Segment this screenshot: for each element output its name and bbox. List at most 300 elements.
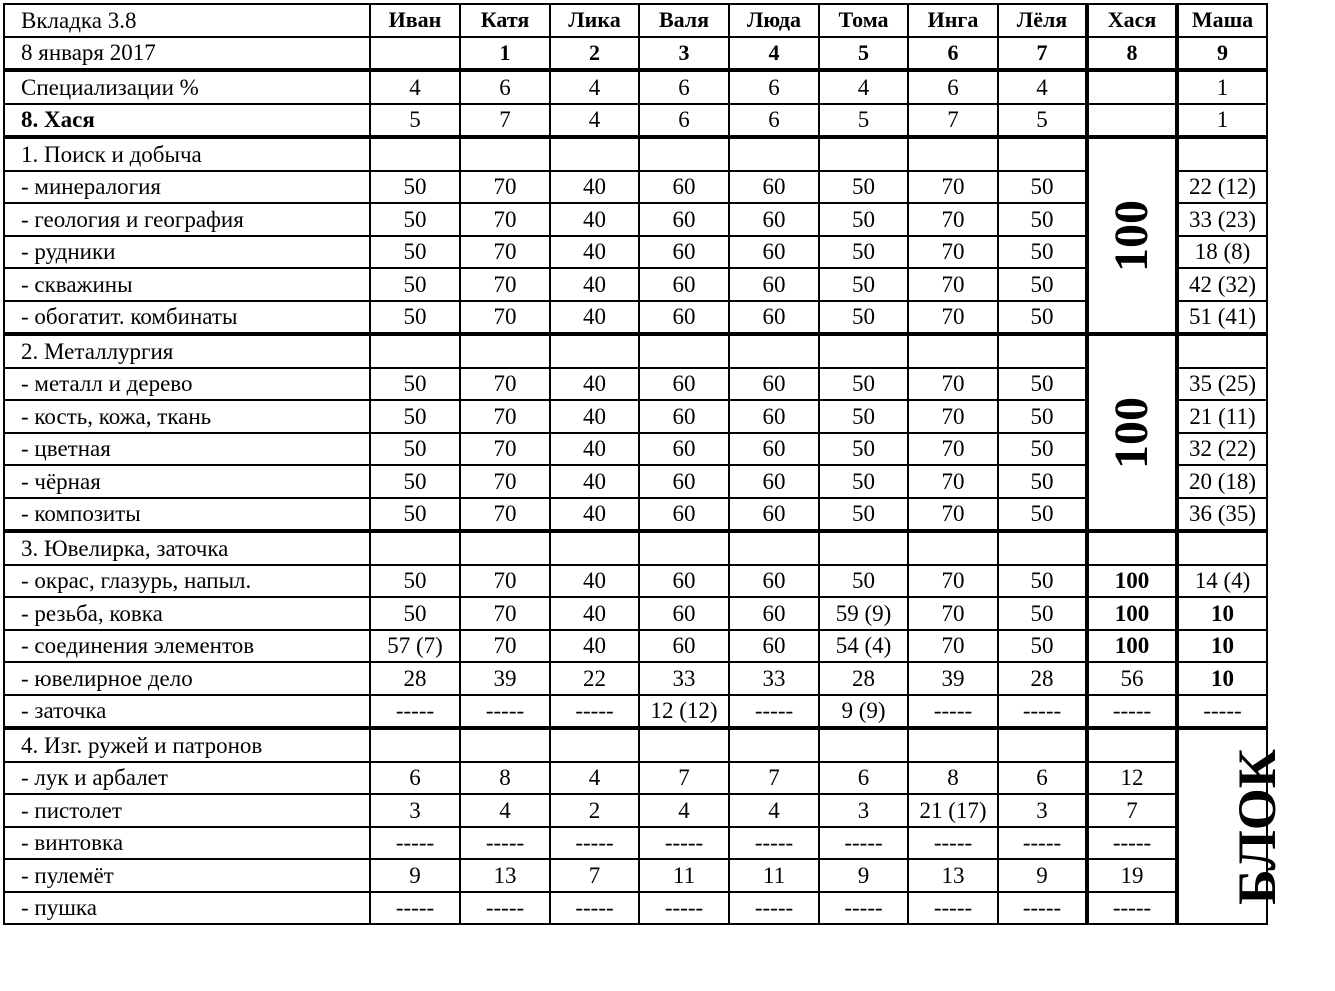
empty-cell — [729, 334, 819, 368]
skill-value: ----- — [1087, 827, 1177, 860]
skill-value: 70 — [908, 171, 998, 204]
skill-value: 50 — [370, 268, 460, 301]
specialization-value: 4 — [370, 70, 460, 104]
skill-value: 50 — [370, 368, 460, 401]
empty-cell — [460, 334, 550, 368]
masha-value: 42 (32) — [1177, 268, 1267, 301]
skill-value: 9 (9) — [819, 695, 908, 729]
skill-value: 70 — [460, 236, 550, 269]
masha-block-label: БЛОК — [1226, 748, 1287, 905]
hasya-value — [1087, 104, 1177, 138]
skill-value: ----- — [370, 827, 460, 860]
skill-value: 8 — [908, 762, 998, 795]
skill-value: ----- — [550, 892, 639, 925]
skill-label: - минералогия — [4, 171, 370, 204]
person-number: 8 — [1087, 37, 1177, 71]
specialization-value: 6 — [908, 70, 998, 104]
skills-table — [3, 3, 1287, 925]
skill-row — [4, 859, 1267, 892]
skill-label: - скважины — [4, 268, 370, 301]
empty-cell — [1087, 531, 1177, 565]
skill-label: - заточка — [4, 695, 370, 729]
section-title: 3. Ювелирка, заточка — [4, 531, 370, 565]
skill-value: 50 — [370, 400, 460, 433]
skill-value: 50 — [819, 203, 908, 236]
skill-value: 70 — [908, 597, 998, 630]
skill-label: - цветная — [4, 433, 370, 466]
skill-value: 50 — [998, 400, 1087, 433]
skill-value: 60 — [639, 400, 729, 433]
empty-cell — [729, 728, 819, 762]
skill-value: ----- — [729, 892, 819, 925]
empty-cell — [819, 334, 908, 368]
person-name: Лика — [550, 4, 639, 37]
skill-value: ----- — [550, 695, 639, 729]
skill-value: 50 — [998, 465, 1087, 498]
skill-value: 21 (17) — [908, 794, 998, 827]
skill-value: 50 — [998, 565, 1087, 598]
masha-value: 32 (22) — [1177, 433, 1267, 466]
skill-value: ----- — [998, 892, 1087, 925]
skill-row — [4, 465, 1267, 498]
hasya-block-cell — [1087, 334, 1177, 531]
person-number: 6 — [908, 37, 998, 71]
skill-value: 50 — [370, 433, 460, 466]
skill-value: 50 — [819, 400, 908, 433]
specialization-value: 4 — [819, 70, 908, 104]
skill-value: 60 — [729, 236, 819, 269]
skill-value: ----- — [550, 827, 639, 860]
skill-value: ----- — [998, 695, 1087, 729]
skill-value: 12 (12) — [639, 695, 729, 729]
skill-value: 39 — [908, 662, 998, 695]
person-number: 4 — [729, 37, 819, 71]
hasya-value: 4 — [550, 104, 639, 138]
empty-cell — [908, 334, 998, 368]
skill-value: 60 — [729, 301, 819, 335]
skill-value: ----- — [639, 892, 729, 925]
skill-label: - соединения элементов — [4, 630, 370, 663]
skill-value: 11 — [639, 859, 729, 892]
skill-value: 50 — [819, 433, 908, 466]
section-title-row — [4, 728, 1267, 762]
skill-value: 70 — [908, 433, 998, 466]
skill-value: 6 — [998, 762, 1087, 795]
person-number: 1 — [460, 37, 550, 71]
hasya-value: 6 — [639, 104, 729, 138]
skill-value: ----- — [908, 695, 998, 729]
skill-row — [4, 794, 1267, 827]
skill-value: 40 — [550, 597, 639, 630]
skill-value: 40 — [550, 368, 639, 401]
skill-value: 70 — [460, 565, 550, 598]
specialization-value — [1087, 70, 1177, 104]
empty-cell — [460, 531, 550, 565]
empty-cell — [998, 531, 1087, 565]
skill-label: - чёрная — [4, 465, 370, 498]
skill-row — [4, 301, 1267, 335]
skill-value: 70 — [908, 465, 998, 498]
skill-row — [4, 597, 1267, 630]
hasya-value: 5 — [819, 104, 908, 138]
skill-value: 60 — [639, 465, 729, 498]
empty-cell — [1177, 137, 1267, 171]
skill-value: 60 — [639, 171, 729, 204]
skill-value: ----- — [460, 695, 550, 729]
person-name: Лёля — [998, 4, 1087, 37]
skill-value: ----- — [639, 827, 729, 860]
skill-value: ----- — [729, 695, 819, 729]
section-title: 1. Поиск и добыча — [4, 137, 370, 171]
skill-value: 7 — [550, 859, 639, 892]
skill-value: 10 — [1177, 630, 1267, 663]
hasya-value: 5 — [998, 104, 1087, 138]
section-title: 2. Металлургия — [4, 334, 370, 368]
masha-value: 18 (8) — [1177, 236, 1267, 269]
skill-value: 40 — [550, 465, 639, 498]
skill-value: 54 (4) — [819, 630, 908, 663]
skill-value: 2 — [550, 794, 639, 827]
skill-value: ----- — [1087, 695, 1177, 729]
empty-cell — [908, 137, 998, 171]
skill-value: 13 — [908, 859, 998, 892]
skill-label: - лук и арбалет — [4, 762, 370, 795]
skill-value: 50 — [819, 236, 908, 269]
person-name: Тома — [819, 4, 908, 37]
skill-value: 3 — [998, 794, 1087, 827]
skill-value: ----- — [908, 827, 998, 860]
section-title: 4. Изг. ружей и патронов — [4, 728, 370, 762]
skill-row — [4, 892, 1267, 925]
empty-cell — [370, 334, 460, 368]
hasya-value: 6 — [729, 104, 819, 138]
skill-value: 70 — [460, 433, 550, 466]
person-number: 5 — [819, 37, 908, 71]
skill-value: 100 — [1087, 597, 1177, 630]
skill-label: - окрас, глазурь, напыл. — [4, 565, 370, 598]
skill-value: 3 — [370, 794, 460, 827]
person-name: Валя — [639, 4, 729, 37]
date: 8 января 2017 — [4, 37, 370, 71]
skill-value: ----- — [1087, 892, 1177, 925]
empty-cell — [639, 728, 729, 762]
skill-value: 22 — [550, 662, 639, 695]
skill-value: 28 — [998, 662, 1087, 695]
specialization-value: 6 — [460, 70, 550, 104]
skill-value: ----- — [1177, 695, 1267, 729]
empty-cell — [998, 137, 1087, 171]
skill-value: 33 — [729, 662, 819, 695]
skill-value: 7 — [1087, 794, 1177, 827]
skill-value: 6 — [819, 762, 908, 795]
skill-value: 100 — [1087, 630, 1177, 663]
hasya-value: 7 — [908, 104, 998, 138]
skill-row — [4, 498, 1267, 532]
skill-value: ----- — [998, 827, 1087, 860]
skill-value: 60 — [639, 268, 729, 301]
person-number: 9 — [1177, 37, 1267, 71]
skill-value: 10 — [1177, 662, 1267, 695]
empty-cell — [550, 531, 639, 565]
specialization-value: 6 — [639, 70, 729, 104]
skill-label: - композиты — [4, 498, 370, 532]
person-number: 2 — [550, 37, 639, 71]
masha-value: 51 (41) — [1177, 301, 1267, 335]
skill-value: 60 — [729, 597, 819, 630]
empty-cell — [370, 531, 460, 565]
skill-value: 56 — [1087, 662, 1177, 695]
skill-value: 4 — [550, 762, 639, 795]
skill-value: ----- — [370, 695, 460, 729]
empty-cell — [550, 728, 639, 762]
skill-label: - винтовка — [4, 827, 370, 860]
skill-value: 70 — [908, 236, 998, 269]
skill-value: 50 — [819, 268, 908, 301]
skill-value: 60 — [639, 498, 729, 532]
masha-value: 22 (12) — [1177, 171, 1267, 204]
skill-value: 50 — [998, 597, 1087, 630]
skill-value: 8 — [460, 762, 550, 795]
person-number: 7 — [998, 37, 1087, 71]
hasya-row — [4, 104, 1267, 138]
skill-value: 9 — [998, 859, 1087, 892]
skill-row — [4, 762, 1267, 795]
section-title-row — [4, 137, 1267, 171]
skill-value: ----- — [460, 827, 550, 860]
skill-value: 70 — [460, 268, 550, 301]
empty-cell — [550, 334, 639, 368]
skill-value: 50 — [370, 597, 460, 630]
skill-row — [4, 400, 1267, 433]
specialization-row — [4, 70, 1267, 104]
skill-row — [4, 695, 1267, 729]
empty-cell — [1177, 334, 1267, 368]
skill-value: 60 — [729, 368, 819, 401]
skill-value: 50 — [819, 368, 908, 401]
skill-value: 7 — [639, 762, 729, 795]
skill-value: 40 — [550, 268, 639, 301]
skill-value: 70 — [460, 630, 550, 663]
hasya-block-value: 100 — [1105, 396, 1158, 469]
skill-value: 40 — [550, 301, 639, 335]
skill-value: 3 — [819, 794, 908, 827]
skill-value: 70 — [460, 498, 550, 532]
skill-value: 40 — [550, 433, 639, 466]
person-name: Маша — [1177, 4, 1267, 37]
skill-value: ----- — [460, 892, 550, 925]
skill-value: 6 — [370, 762, 460, 795]
skill-value: 50 — [998, 498, 1087, 532]
empty-cell — [550, 137, 639, 171]
skill-value: 4 — [460, 794, 550, 827]
empty-cell — [908, 728, 998, 762]
skill-value: 50 — [370, 171, 460, 204]
skill-value: 50 — [998, 433, 1087, 466]
empty-cell — [819, 137, 908, 171]
tab-title: Вкладка 3.8 — [4, 4, 370, 37]
masha-value: 33 (23) — [1177, 203, 1267, 236]
masha-value: 36 (35) — [1177, 498, 1267, 532]
skill-value: 70 — [460, 400, 550, 433]
specialization-value: 4 — [998, 70, 1087, 104]
skill-value: 50 — [819, 301, 908, 335]
skill-value: ----- — [370, 892, 460, 925]
skill-value: 100 — [1087, 565, 1177, 598]
skill-value: ----- — [819, 892, 908, 925]
skill-label: - геология и география — [4, 203, 370, 236]
skill-value: 50 — [998, 301, 1087, 335]
skill-value: 70 — [460, 203, 550, 236]
masha-value: 35 (25) — [1177, 368, 1267, 401]
skill-value: 50 — [998, 268, 1087, 301]
skill-label: - рудники — [4, 236, 370, 269]
skill-value: 50 — [370, 498, 460, 532]
skill-value: 50 — [819, 498, 908, 532]
skill-value: 13 — [460, 859, 550, 892]
skill-row — [4, 368, 1267, 401]
skill-row — [4, 630, 1267, 663]
skill-value: 60 — [729, 498, 819, 532]
skill-value: 60 — [729, 203, 819, 236]
section-title-row — [4, 334, 1267, 368]
skill-value: 70 — [908, 498, 998, 532]
specialization-value: 1 — [1177, 70, 1267, 104]
empty-cell — [819, 728, 908, 762]
empty-cell — [639, 531, 729, 565]
skill-value: 33 — [639, 662, 729, 695]
skill-value: 60 — [729, 630, 819, 663]
person-number: 3 — [639, 37, 729, 71]
empty-cell — [370, 728, 460, 762]
skill-value: 70 — [908, 630, 998, 663]
skill-label: - пистолет — [4, 794, 370, 827]
hasya-label: 8. Хася — [4, 104, 370, 138]
skill-label: - пушка — [4, 892, 370, 925]
skill-value: 60 — [639, 630, 729, 663]
skill-value: 50 — [370, 465, 460, 498]
skill-value: 40 — [550, 236, 639, 269]
empty-cell — [908, 531, 998, 565]
skill-value: 9 — [819, 859, 908, 892]
skill-value: ----- — [908, 892, 998, 925]
skill-value: 50 — [370, 236, 460, 269]
skill-value: 60 — [639, 203, 729, 236]
empty-cell — [1177, 531, 1267, 565]
person-name: Катя — [460, 4, 550, 37]
masha-value: 21 (11) — [1177, 400, 1267, 433]
skill-value: 9 — [370, 859, 460, 892]
skill-value: 60 — [729, 268, 819, 301]
skill-value: 40 — [550, 565, 639, 598]
skill-value: 50 — [370, 565, 460, 598]
skill-value: ----- — [729, 827, 819, 860]
hasya-block-cell — [1087, 137, 1177, 334]
empty-cell — [639, 334, 729, 368]
skill-value: 12 — [1087, 762, 1177, 795]
skill-row — [4, 171, 1267, 204]
skill-value: 11 — [729, 859, 819, 892]
skill-value: 28 — [370, 662, 460, 695]
skill-value: 60 — [729, 465, 819, 498]
skill-value: 60 — [639, 565, 729, 598]
skill-value: 70 — [460, 368, 550, 401]
empty-cell — [460, 728, 550, 762]
skill-value: 50 — [998, 203, 1087, 236]
skill-value: 60 — [639, 597, 729, 630]
masha-block-cell — [1177, 728, 1287, 924]
empty-cell — [639, 137, 729, 171]
empty-cell — [998, 728, 1087, 762]
skill-value: 57 (7) — [370, 630, 460, 663]
person-name: Хася — [1087, 4, 1177, 37]
skill-label: - металл и дерево — [4, 368, 370, 401]
skill-row — [4, 236, 1267, 269]
skill-value: 50 — [370, 203, 460, 236]
person-name: Люда — [729, 4, 819, 37]
skill-value: 70 — [460, 465, 550, 498]
skill-value: 70 — [908, 301, 998, 335]
skill-label: - кость, кожа, ткань — [4, 400, 370, 433]
skill-value: 50 — [998, 368, 1087, 401]
specialization-value: 4 — [550, 70, 639, 104]
empty-cell — [370, 137, 460, 171]
empty-cell — [729, 531, 819, 565]
skill-row — [4, 433, 1267, 466]
hasya-value: 5 — [370, 104, 460, 138]
skill-value: 39 — [460, 662, 550, 695]
skill-value: 50 — [998, 171, 1087, 204]
person-name: Иван — [370, 4, 460, 37]
skill-value: 50 — [819, 171, 908, 204]
skill-value: 40 — [550, 630, 639, 663]
skill-value: 70 — [460, 301, 550, 335]
skill-value: 60 — [639, 368, 729, 401]
hasya-block-value: 100 — [1105, 199, 1158, 272]
person-name: Инга — [908, 4, 998, 37]
hasya-value: 1 — [1177, 104, 1267, 138]
skill-value: 60 — [639, 236, 729, 269]
skill-value: 50 — [998, 630, 1087, 663]
skill-value: 40 — [550, 203, 639, 236]
skill-value: 70 — [908, 368, 998, 401]
empty-cell — [998, 334, 1087, 368]
skill-value: 7 — [729, 762, 819, 795]
specialization-label: Специализации % — [4, 70, 370, 104]
header-numbers-row — [4, 37, 1267, 71]
empty-cell — [1087, 728, 1177, 762]
skill-value: 19 — [1087, 859, 1177, 892]
skill-value: 70 — [908, 400, 998, 433]
skill-label: - ювелирное дело — [4, 662, 370, 695]
skill-value: 14 (4) — [1177, 565, 1267, 598]
header-names-row — [4, 4, 1267, 37]
skill-value: 70 — [908, 268, 998, 301]
section-title-row — [4, 531, 1267, 565]
skill-value: 70 — [460, 171, 550, 204]
skill-value: 60 — [639, 301, 729, 335]
skill-value: 4 — [729, 794, 819, 827]
skill-value: 40 — [550, 171, 639, 204]
skill-value: 40 — [550, 498, 639, 532]
skill-value: 70 — [908, 565, 998, 598]
empty-cell — [729, 137, 819, 171]
skill-row — [4, 565, 1267, 598]
skill-value: 50 — [819, 465, 908, 498]
specialization-value: 6 — [729, 70, 819, 104]
skill-label: - обогатит. комбинаты — [4, 301, 370, 335]
skill-row — [4, 203, 1267, 236]
skill-label: - резьба, ковка — [4, 597, 370, 630]
